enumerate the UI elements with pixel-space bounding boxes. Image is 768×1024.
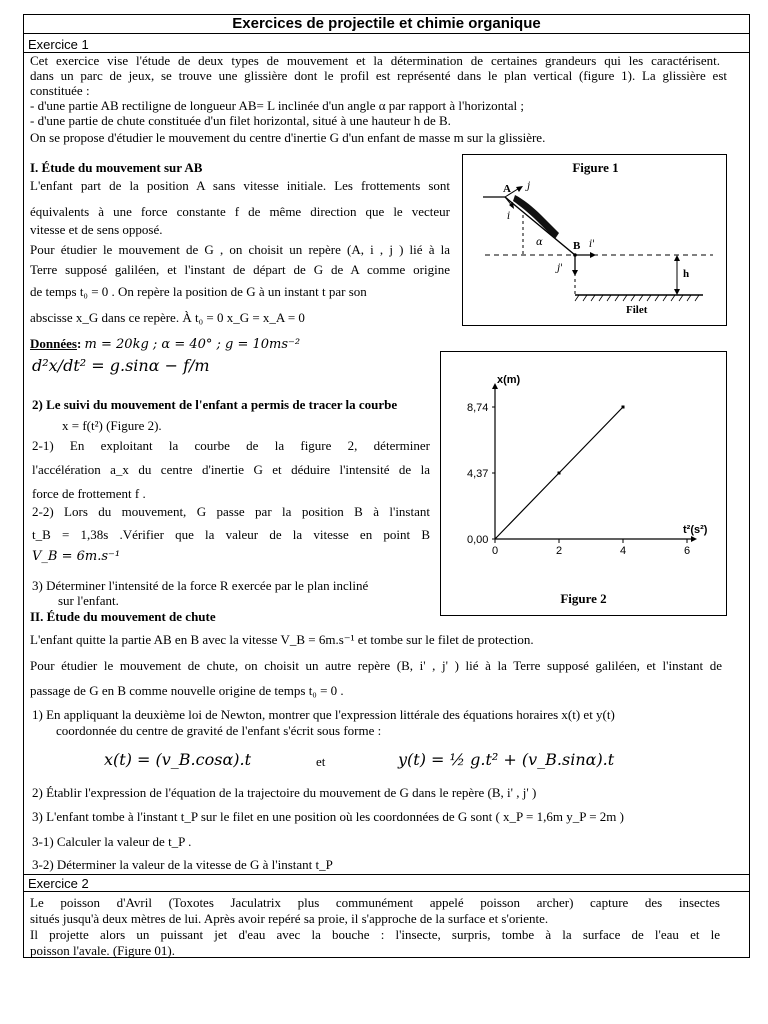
question-text: 3) Déterminer l'intensité de la force R exercée par le plan incliné: [32, 578, 369, 593]
exercise-2-header: Exercice 2: [28, 876, 89, 891]
question-text: 2-1) En exploitant la courbe de la figure 2, déterminer: [32, 438, 430, 453]
data-point: [622, 406, 625, 409]
text-line: Pour étudier le mouvement de chute, on choisit un autre repère (B, i' , j' ) lié à la Terre supposé galiléen, et l'instant de: [30, 658, 722, 673]
y-tick-label: 4,37: [467, 468, 489, 480]
text-line: L'enfant part de la position A sans vitesse initiale. Les frottements sont: [30, 178, 450, 193]
text-line: vitesse et de sens opposé.: [30, 222, 163, 237]
figure-2-chart: [441, 352, 726, 615]
intro-line: - d'une partie AB rectiligne de longueur AB= L inclinée d'un angle α par rapport à l'horizontal ;: [30, 98, 524, 113]
height-label: h: [683, 268, 690, 280]
part-2-question-3: 3) L'enfant tombe à l'instant t_P sur le filet en une position où les coordonnées de G sont ( x_P = 1,6m y_P = 2m ): [32, 809, 624, 824]
question-text: 2-2) Lors du mouvement, G passe par la position B à l'instant: [32, 504, 430, 519]
y-axis-label: x(m): [497, 374, 521, 386]
divider: [23, 874, 750, 875]
question-text: 1) En appliquant la deuxième loi de Newton, montrer que l'expression littérale des équations horaires x(t) et y(t): [32, 707, 615, 722]
intro-line: Cet exercice vise l'étude de deux types de mouvement et la détermination de certaines grandeurs qui les caractérisent.: [30, 53, 720, 68]
x-tick-label: 0: [492, 545, 499, 557]
vector-j-label: j: [527, 181, 531, 192]
page-title: Exercices de projectile et chimie organique: [23, 14, 750, 34]
x-tick-label: 4: [620, 545, 627, 557]
divider: [23, 891, 750, 892]
text-line: Le poisson d'Avril (Toxotes Jaculatrix plus communément appelé poisson archer) capture des insectes: [30, 895, 720, 910]
part-2-question-3-1: 3-1) Calculer la valeur de t_P .: [32, 834, 192, 849]
x-tick-label: 6: [684, 545, 691, 557]
donnees-values: m = 20kg ; α = 40° ; g = 10ms⁻²: [84, 337, 301, 352]
text-line: équivalents à une force constante f de même direction que le vecteur: [30, 204, 450, 219]
x-tick-label: 2: [556, 545, 563, 557]
data-point: [558, 472, 561, 475]
alpha-label: α: [536, 237, 543, 248]
text-line: L'enfant quitte la partie AB en B avec la vitesse V_B = 6m.s⁻¹ et tombe sur le filet de protection.: [30, 632, 534, 647]
y-tick-label: 0,00: [467, 534, 489, 546]
question-text: sur l'enfant.: [58, 593, 119, 608]
figure-2: [440, 351, 727, 616]
net-label: Filet: [626, 304, 648, 316]
text-line: passage de G en B comme nouvelle origine de temps t₀ = 0 .: [30, 683, 344, 698]
vector-j-prime-label: j': [557, 263, 563, 274]
text-line: de temps t₀ = 0 . On repère la position de G à un instant t par son: [30, 284, 367, 299]
part-1-heading: I. Étude du mouvement sur AB: [30, 160, 203, 175]
question-text: x = f(t²) (Figure 2).: [62, 418, 162, 433]
figure-1-title: Figure 1: [572, 160, 619, 175]
figure-1: [462, 154, 727, 326]
donnees-label: Données: [30, 336, 77, 351]
x-axis-arrow: [691, 536, 697, 542]
motion-equation: d²x/dt² = g.sinα − f/m: [32, 356, 210, 375]
point-b-label: B: [573, 240, 581, 252]
figure-2-caption: Figure 2: [560, 591, 607, 606]
question-text: force de frottement f .: [32, 486, 146, 501]
question-text: 2) Le suivi du mouvement de l'enfant a permis de tracer la courbe: [32, 397, 398, 412]
question-text: l'accélération a_x du centre d'inertie G et déduire l'intensité de la: [32, 462, 430, 477]
equation-connector: et: [316, 754, 326, 769]
text-line: Il projette alors un puissant jet d'eau avec la bouche : l'insecte, surpris, tombe à la surface de l'eau et le: [30, 927, 720, 942]
question-text: V_B = 6m.s⁻¹: [32, 549, 121, 564]
equation-y: y(t) = ½ g.t² + (v_B.sinα).t: [398, 750, 615, 769]
intro-line: On se propose d'étudier le mouvement du centre d'inertie G d'un enfant de masse m sur la glissière.: [30, 130, 546, 145]
text-line: Terre supposé galiléen, et l'instant de départ de G de A comme origine: [30, 262, 450, 277]
vector-i-label: i: [507, 211, 511, 222]
part-2-heading: II. Étude du mouvement de chute: [30, 609, 216, 624]
intro-line: constituée :: [30, 83, 90, 98]
part-2-question-3-2: 3-2) Déterminer la valeur de la vitesse de G à l'instant t_P: [32, 857, 333, 872]
vector-i-prime-label: i': [589, 239, 595, 250]
text-line: Pour étudier le mouvement de G , on choisit un repère (A, i , j ) lié à la: [30, 242, 450, 257]
question-text: t_B = 1,38s .Vérifier que la valeur de la vitesse en point B: [32, 527, 430, 542]
part-2-question-2: 2) Établir l'expression de l'équation de la trajectoire du mouvement de G dans le repère (B, i' , j' ): [32, 785, 537, 800]
x-axis-label: t²(s²): [683, 524, 708, 536]
equation-x: x(t) = (v_B.cosα).t: [104, 750, 252, 769]
intro-line: dans un parc de jeux, se trouve une glissière dont le profil est représenté dans le plan vertical (figure 1). La glissière est: [30, 68, 727, 83]
intro-line: - d'une partie de chute constituée d'un filet horizontal, situé à une hauteur h de B.: [30, 113, 451, 128]
y-tick-label: 8,74: [467, 402, 489, 414]
text-line: poisson l'avale. (Figure 01).: [30, 943, 175, 958]
exercise-1-header: Exercice 1: [28, 37, 89, 52]
point-a-label: A: [503, 183, 511, 195]
text-line: abscisse x_G dans ce repère. À t₀ = 0 x_G = x_A = 0: [30, 310, 305, 325]
question-text: coordonnée du centre de gravité de l'enfant s'écrit sous forme :: [56, 723, 382, 738]
text-line: situés jusqu'à deux mètres de lui. Après avoir repéré sa proie, il s'approche de la surface et s'oriente.: [30, 911, 549, 926]
